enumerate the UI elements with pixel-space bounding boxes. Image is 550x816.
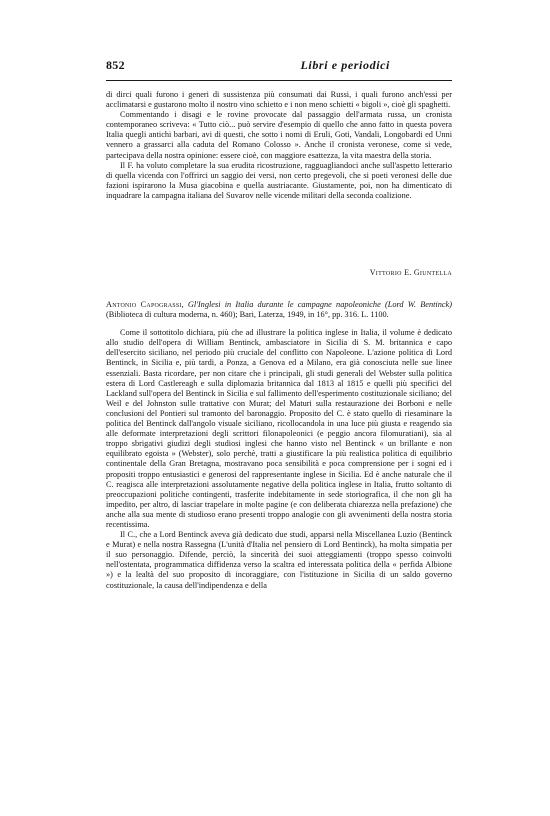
review1-paragraph: di dirci quali furono i generi di sussistenza più consumati dai Russi, i quali furono anch'essi per acclimatarsi e gustarono molto il nostro vino schietto e i non meno schietti « bigoli », cioè gli spaghetti. (106, 90, 452, 110)
reviewer-signature: Vittorio E. Giuntella (369, 268, 452, 277)
book-title: Gl'Inglesi in Italia durante le campagne napoleoniche (Lord W. Bentinck) (187, 300, 452, 309)
running-title: Libri e periodici (300, 58, 390, 72)
page-number: 852 (106, 58, 125, 72)
review-continuation (106, 90, 452, 201)
review1-paragraph: Commentando i disagi e le rovine provocate dal passaggio dell'armata russa, un cronista contemporaneo scriveva: « Tutto ciò... può servire d'esempio di quello che anno fatto in questa povera Italia quegli antichi barbari, avi di questi, che sotto i nomi di Eruli, Goti, Vandali, Longobardi ed Unni vennero a grassarci alla caduta del Romano Colosso ». Anche il cronista veronese, come si vede, partecipava della nostra opinione: essere cioè, con maggiore esattezza, la vita maestra della storia. (106, 110, 452, 160)
book-author: Antonio Capograssi (106, 300, 182, 309)
header-rule (106, 80, 452, 81)
book-details: (Biblioteca di cultura moderna, n. 460); Bari, Laterza, 1949, in 16°, pp. 316. L. 1100. (106, 310, 389, 320)
review2-paragraph: Come il sottotitolo dichiara, più che ad illustrare la politica inglese in Italia, il volume è dedicato allo studio dell'opera di William Bentinck, ambasciatore in Sicilia di S. M. britannica e capo dell'esercito siciliano, nel periodo più cruciale del conflitto con Napoleone. L'azione politica di Lord Bentinck, in Sicilia e, più tardi, a Ponza, a Genova ed a Milano, era già conosciuta nelle sue linee essenziali. Basta ricordare, per non citare che i principali, gli studi generali del Webster sulla politica estera di Lord Castlereagh e sulla diplomazia britannica dal 1813 al 1815 e quelli più specifici del Lackland sull'opera del Bentinck in Sicilia e sul fallimento dell'esperimento costituzionale siciliano; del Weil e del Johnston sulle trattative con Murat; del Maturi sulla restaurazione dei Borboni e nelle conclusioni del Pontieri sul tramonto del baronaggio. Proposito del C. è stato quello di riesaminare la politica del Bentinck dall'angolo visuale siciliano, ricollocandola in una luce più giusta e reagendo sia alle deformate interpretazioni degli scrittori filonapoleonici (e peggio ancora filomuratiani), sia al troppo sbrigativi giudizi degli studiosi inglesi che hanno visto nel Bentinck « un brillante e non equilibrato egoista » (Webster), solo perchè, tratti a giustificare la più realistica politica di equilibrio continentale della Gran Bretagna, mostravano poca sensibilità e poca comprensione per i sogni ed i propositi troppo entusiastici e generosi del rappresentante inglese in Sicilia. Ed è anche naturale che il C. reagisca alle interpretazioni assolutamente negative della politica inglese in Italia, frutto soltanto di preoccupazioni politiche contingenti, trasferite indebitamente in sede storiografica, il che non gli ha impedito, per altro, di lasciar trapelare in molte pagine (e con deliberata chiarezza nella prefazione) che anche alla sua mente di studioso erano presenti troppo analogie con gli avvenimenti della nostra storia recentissima. (106, 328, 452, 529)
page-header (106, 58, 452, 74)
book-citation: Antonio Capograssi, Gl'Inglesi in Italia durante le campagne napoleoniche (Lord W. Bentinck) (Biblioteca di cultura moderna, n. 460); Bari, Laterza, 1949, in 16°, pp. 316. L. 1100. (106, 300, 452, 320)
review2-paragraph: Il C., che a Lord Bentinck aveva già dedicato due studi, apparsi nella Miscellanea Luzio (Bentinck e Murat) e nella nostra Rassegna (L'unità d'Italia nel pensiero di Lord Bentinck), ha molta simpatia per il suo personaggio. Difende, perciò, la sincerità dei suoi atteggiamenti (troppo spesso coinvolti nell'ostentata, programmatica diffidenza verso la scaltra ed interessata politica della « perfida Albione ») e la lealtà del suo proposito di incoraggiare, con l'istituzione in Sicilia di un saldo governo costituzionale, la causa dell'indipendenza e della (106, 530, 452, 590)
review1-paragraph: Il F. ha voluto completare la sua erudita ricostruzione, ragguagliandoci anche sull'aspetto letterario di quella vicenda con l'offrirci un saggio dei versi, non certo pregevoli, che si poeti veronesi delle due fazioni ispirarono la Musa giacobina e quella austriacante. Giustamente, poi, non ha dimenticato di inquadrare la campagna italiana del Suvarov nelle vicende militari della seconda coalizione. (106, 160, 452, 200)
book-review (106, 300, 452, 591)
